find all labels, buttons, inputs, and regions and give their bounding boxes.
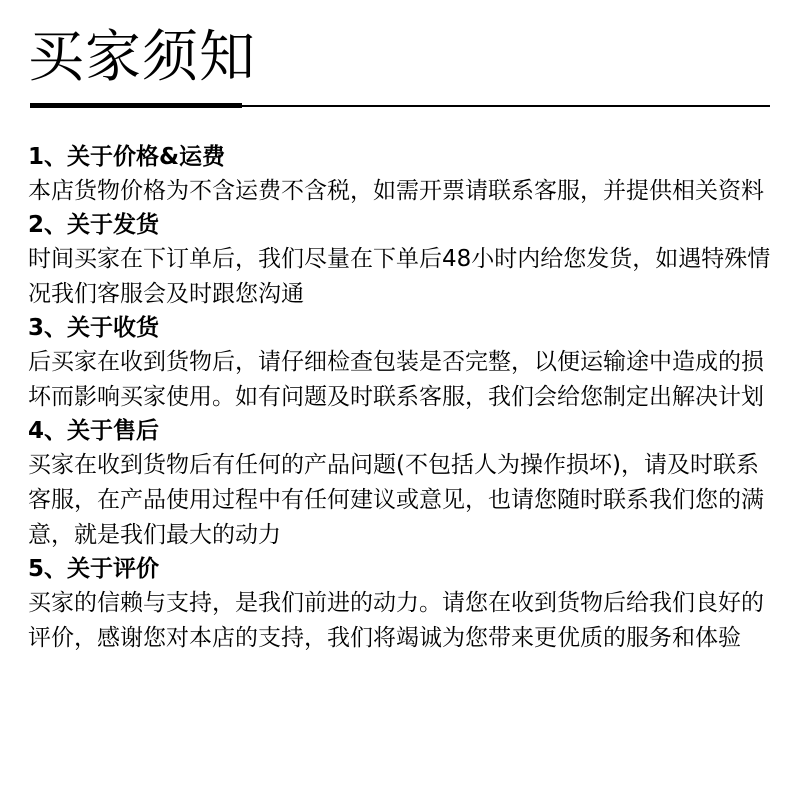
section-review — [28, 553, 776, 656]
section-receiving — [28, 312, 776, 415]
section-heading: 5、关于评价 — [28, 556, 160, 582]
section-body: 本店货物价格为不含运费不含税，如需开票请联系客服，并提供相关资料 — [28, 178, 764, 204]
section-delivery — [28, 209, 776, 312]
section-heading: 3、关于收货 — [28, 315, 160, 341]
section-body: 时间买家在下订单后，我们尽量在下单后48小时内给您发货，如遇特殊情况我们客服会及时跟您沟通 — [28, 246, 771, 307]
title-underline-accent — [30, 103, 242, 108]
section-body: 买家在收到货物后有任何的产品问题(不包括人为操作损坏)，请及时联系客服，在产品使用过程中有任何建议或意见，也请您随时联系我们您的满意，就是我们最大的动力 — [28, 452, 764, 548]
section-heading: 1、关于价格&运费 — [28, 144, 226, 170]
page-title: 买家须知 — [28, 25, 256, 90]
notice-sections — [28, 141, 776, 656]
section-price-shipping — [28, 141, 776, 209]
section-after-sales — [28, 415, 776, 553]
section-heading: 2、关于发货 — [28, 212, 160, 238]
section-body: 买家的信赖与支持，是我们前进的动力。请您在收到货物后给我们良好的评价，感谢您对本店的支持，我们将竭诚为您带来更优质的服务和体验 — [28, 590, 764, 651]
section-heading: 4、关于售后 — [28, 418, 160, 444]
section-body: 后买家在收到货物后，请仔细检查包装是否完整，以便运输途中造成的损坏而影响买家使用。如有问题及时联系客服，我们会给您制定出解决计划 — [28, 349, 764, 410]
